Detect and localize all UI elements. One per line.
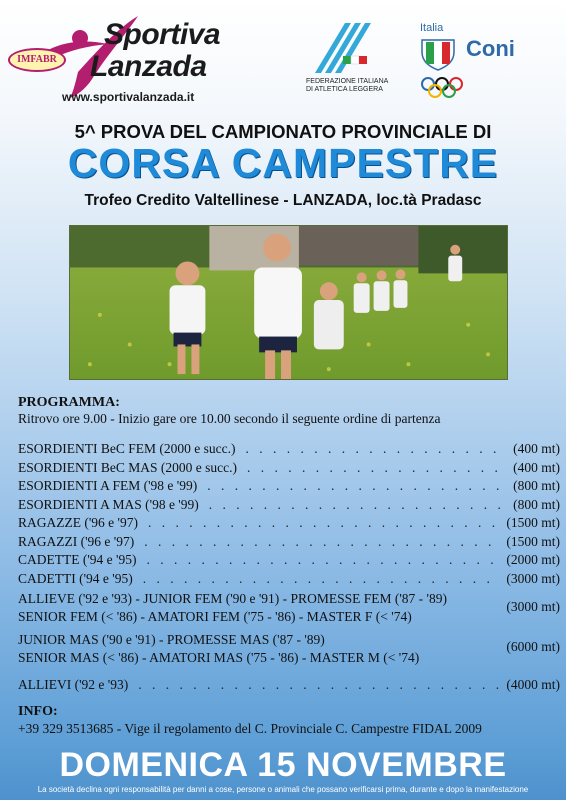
race-distance: (400 mt) (513, 441, 560, 456)
leader-dots (146, 551, 500, 570)
fidal-caption-line2: DI ATLETICA LEGGERA (306, 86, 383, 93)
race-distance: (1500 mt) (506, 515, 560, 530)
race-group-line: JUNIOR MAS ('90 e '91) - PROMESSE MAS ('87 - '89) (18, 632, 325, 647)
race-distance: (3000 mt) (506, 599, 560, 614)
race-group-female (18, 590, 560, 626)
runners-photo (69, 225, 508, 380)
race-group-female-lines (18, 590, 488, 626)
race-name-wrap (18, 676, 132, 695)
race-distance: (2000 mt) (506, 552, 560, 567)
info-heading: INFO: (18, 704, 58, 719)
race-distance: (800 mt) (513, 478, 560, 493)
race-name: ESORDIENTI A FEM ('98 e '99) (18, 478, 198, 493)
ritrovo-line: Ritrovo ore 9.00 - Inizio gare ore 10.00 secondo il seguente ordine di partenza (18, 411, 441, 426)
trofeo-line: Trofeo Credito Valtellinese - LANZADA, loc.tà Pradasc (84, 192, 482, 209)
race-row (18, 496, 560, 515)
race-name-wrap (18, 459, 241, 478)
race-name-wrap (18, 496, 203, 515)
race-name-wrap (18, 533, 138, 552)
race-group-line: SENIOR FEM (< '86) - AMATORI FEM ('75 - '86) - MASTER F (< '74) (18, 609, 412, 624)
race-distance: (6000 mt) (506, 639, 560, 654)
race-row (18, 676, 560, 695)
race-name-wrap (18, 477, 201, 496)
page-title: CORSA CAMPESTRE (67, 140, 499, 186)
club-name-line1: Sportiva (104, 18, 221, 51)
race-distance: (800 mt) (513, 496, 560, 512)
programma-heading: PROGRAMMA: (18, 395, 120, 410)
leader-dots (148, 514, 500, 533)
leader-dots (245, 440, 507, 459)
race-name-wrap (18, 514, 142, 533)
subtitle: 5^ PROVA DEL CAMPIONATO PROVINCIALE DI (74, 121, 492, 142)
race-name-wrap (18, 440, 239, 459)
race-name: ESORDIENTI A MAS ('98 e '99) (18, 496, 199, 512)
leader-dots (207, 477, 507, 496)
info-line: +39 329 3513685 - Vige il regolamento del C. Provinciale C. Campestre FIDAL 2009 (18, 721, 482, 736)
race-distance: (3000 mt) (506, 570, 560, 586)
leader-dots (143, 570, 501, 589)
race-list-allievi (18, 676, 560, 695)
race-name-wrap (18, 551, 140, 570)
coni-name: Coni (466, 36, 515, 61)
imfabr-badge: IMFABR (8, 48, 66, 72)
race-name: RAGAZZI ('96 e '97) (18, 533, 135, 549)
race-row (18, 533, 560, 552)
race-name: CADETTI ('94 e '95) (18, 570, 133, 586)
race-row (18, 514, 560, 533)
fidal-caption (306, 78, 416, 94)
race-group-male-lines (18, 631, 488, 667)
race-row (18, 551, 560, 570)
fidal-caption-line1: FEDERAZIONE ITALIANA (306, 78, 389, 85)
race-name: ESORDIENTI BeC FEM (2000 e succ.) (18, 441, 236, 456)
disclaimer: La società declina ogni responsabilità per danni a cose, persone o animali che possano verificarsi prima, durante e dopo la manifestazione (37, 785, 529, 794)
race-distance: (400 mt) (513, 459, 560, 475)
coni-country: Italia (420, 22, 444, 34)
coni-logo-icon (418, 22, 538, 102)
race-name-wrap (18, 570, 137, 589)
race-row (18, 459, 560, 478)
club-name-line2: Lanzada (90, 50, 207, 83)
leader-dots (144, 533, 500, 552)
race-distance: (4000 mt) (506, 677, 560, 692)
club-url[interactable]: www.sportivalanzada.it (62, 90, 195, 104)
event-date: DOMENICA 15 NOVEMBRE (59, 746, 507, 784)
leader-dots (209, 496, 507, 515)
leader-dots (138, 676, 500, 695)
race-row (18, 570, 560, 589)
race-name: CADETTE ('94 e '95) (18, 552, 137, 567)
race-list (18, 440, 560, 588)
fidal-logo-icon (305, 18, 385, 108)
race-group-line: ALLIEVE ('92 e '93) - JUNIOR FEM ('90 e '91) - PROMESSE FEM ('87 - '89) (18, 591, 447, 606)
race-group-line: SENIOR MAS (< '86) - AMATORI MAS ('75 - '86) - MASTER M (< '74) (18, 650, 420, 665)
leader-dots (247, 459, 507, 478)
race-name: ESORDIENTI BeC MAS (2000 e succ.) (18, 459, 237, 475)
race-name: ALLIEVI ('92 e '93) (18, 677, 129, 692)
race-row (18, 477, 560, 496)
race-name: RAGAZZE ('96 e '97) (18, 515, 138, 530)
race-group-male (18, 631, 560, 667)
race-distance: (1500 mt) (506, 533, 560, 549)
race-row (18, 440, 560, 459)
header (0, 0, 566, 115)
